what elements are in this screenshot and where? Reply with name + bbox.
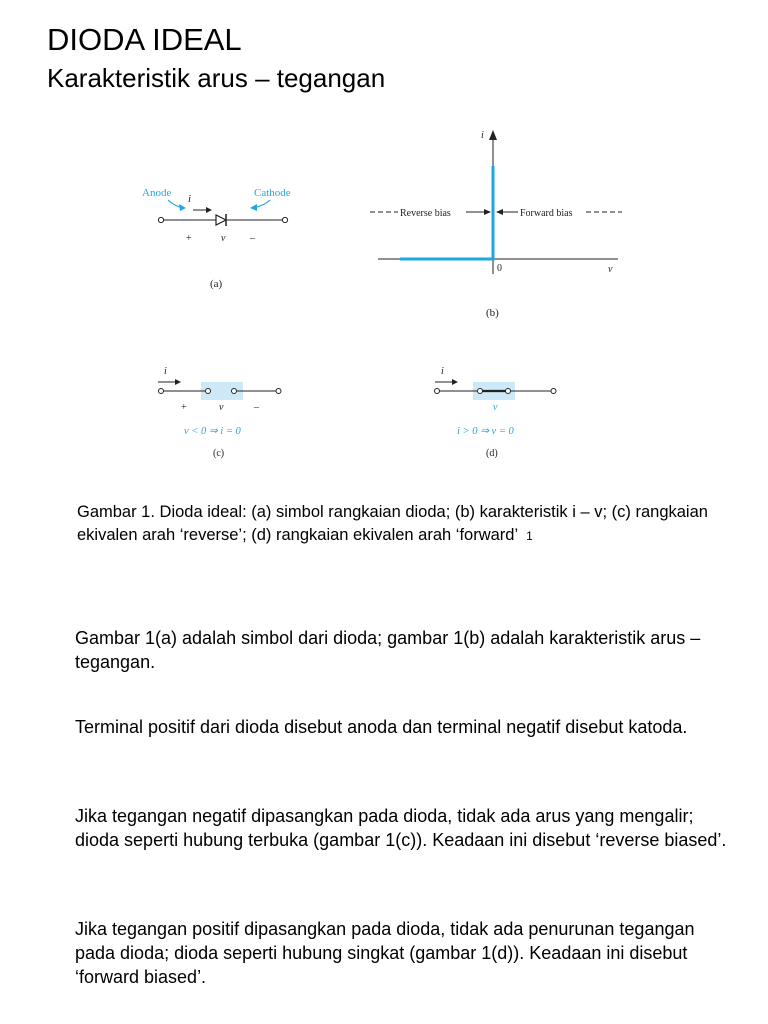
i-axis-label: i — [481, 130, 484, 141]
figure-c-reverse-equivalent — [150, 362, 290, 462]
terminal-left-c — [159, 389, 164, 394]
page-title: DIODA IDEAL — [47, 22, 242, 57]
current-label-a: i — [188, 193, 192, 205]
open-terminal-left — [206, 389, 211, 394]
v-axis-label: v — [608, 264, 613, 275]
forward-condition: i > 0 ⇒ v = 0 — [457, 426, 514, 437]
paragraph-4: Jika tegangan positif dipasangkan pada dioda, tidak ada penurunan tegangan pada dioda; dioda seperti hubung singkat (gambar 1(d)). Keadaan ini disebut ‘forward biased’. — [75, 919, 695, 987]
reverse-condition: v < 0 ⇒ i = 0 — [184, 426, 241, 437]
current-label-d: i — [441, 366, 444, 377]
figure-caption — [77, 501, 737, 548]
cathode-label: Cathode — [254, 187, 291, 199]
voltage-label-a: v — [221, 233, 226, 244]
terminal-left-d — [435, 389, 440, 394]
paragraph-2: Terminal positif dari dioda disebut anoda dan terminal negatif disebut katoda. — [75, 717, 688, 737]
current-label-c: i — [164, 366, 167, 377]
voltage-label-d: v — [493, 402, 498, 413]
forward-bias-label: Forward bias — [520, 208, 573, 219]
terminal-left-a — [158, 217, 163, 222]
short-terminal-right — [506, 389, 511, 394]
paragraph-1: Gambar 1(a) adalah simbol dari dioda; gambar 1(b) adalah karakteristik arus – tegangan. — [75, 628, 701, 672]
minus-c: – — [254, 402, 259, 413]
current-arrow-d-head — [452, 379, 458, 385]
paragraph-3: Jika tegangan negatif dipasangkan pada dioda, tidak ada arus yang mengalir; dioda seperti hubung terbuka (gambar 1(c)). Keadaan ini disebut ‘reverse biased’. — [75, 806, 727, 850]
plus-a: + — [186, 233, 192, 244]
footnote-marker: 1 — [526, 529, 533, 543]
anode-pointer-head — [179, 204, 186, 211]
origin-label: 0 — [497, 263, 502, 274]
current-arrow-a-head — [206, 207, 212, 213]
figure-b-iv-characteristic — [368, 124, 630, 324]
page-subtitle: Karakteristik arus – tegangan — [47, 63, 386, 93]
minus-a: – — [250, 233, 255, 244]
cathode-pointer-head — [250, 204, 257, 211]
diode-triangle — [216, 215, 226, 225]
figure-d-forward-equivalent — [425, 362, 565, 462]
caption-b: (b) — [486, 307, 499, 319]
voltage-label-c: v — [219, 402, 224, 413]
current-arrow-c-head — [175, 379, 181, 385]
plus-c: + — [181, 402, 187, 413]
reverse-bias-label: Reverse bias — [400, 208, 451, 219]
terminal-right-d — [551, 389, 556, 394]
anode-label: Anode — [142, 187, 172, 199]
short-terminal-left — [478, 389, 483, 394]
i-axis-arrow — [489, 130, 497, 140]
figure-caption-text: Gambar 1. Dioda ideal: (a) simbol rangkaian dioda; (b) karakteristik i – v; (c) rangkaian ekivalen arah ‘reverse’; (d) rangkaian ekivalen arah ‘forward’ — [77, 503, 708, 544]
terminal-right-a — [282, 217, 287, 222]
terminal-right-c — [276, 389, 281, 394]
open-terminal-right — [232, 389, 237, 394]
caption-a: (a) — [210, 278, 223, 290]
reverse-arrow-head — [484, 209, 491, 215]
figure-a-diode-symbol — [130, 180, 330, 295]
caption-c: (c) — [213, 448, 225, 459]
caption-d: (d) — [486, 448, 498, 459]
